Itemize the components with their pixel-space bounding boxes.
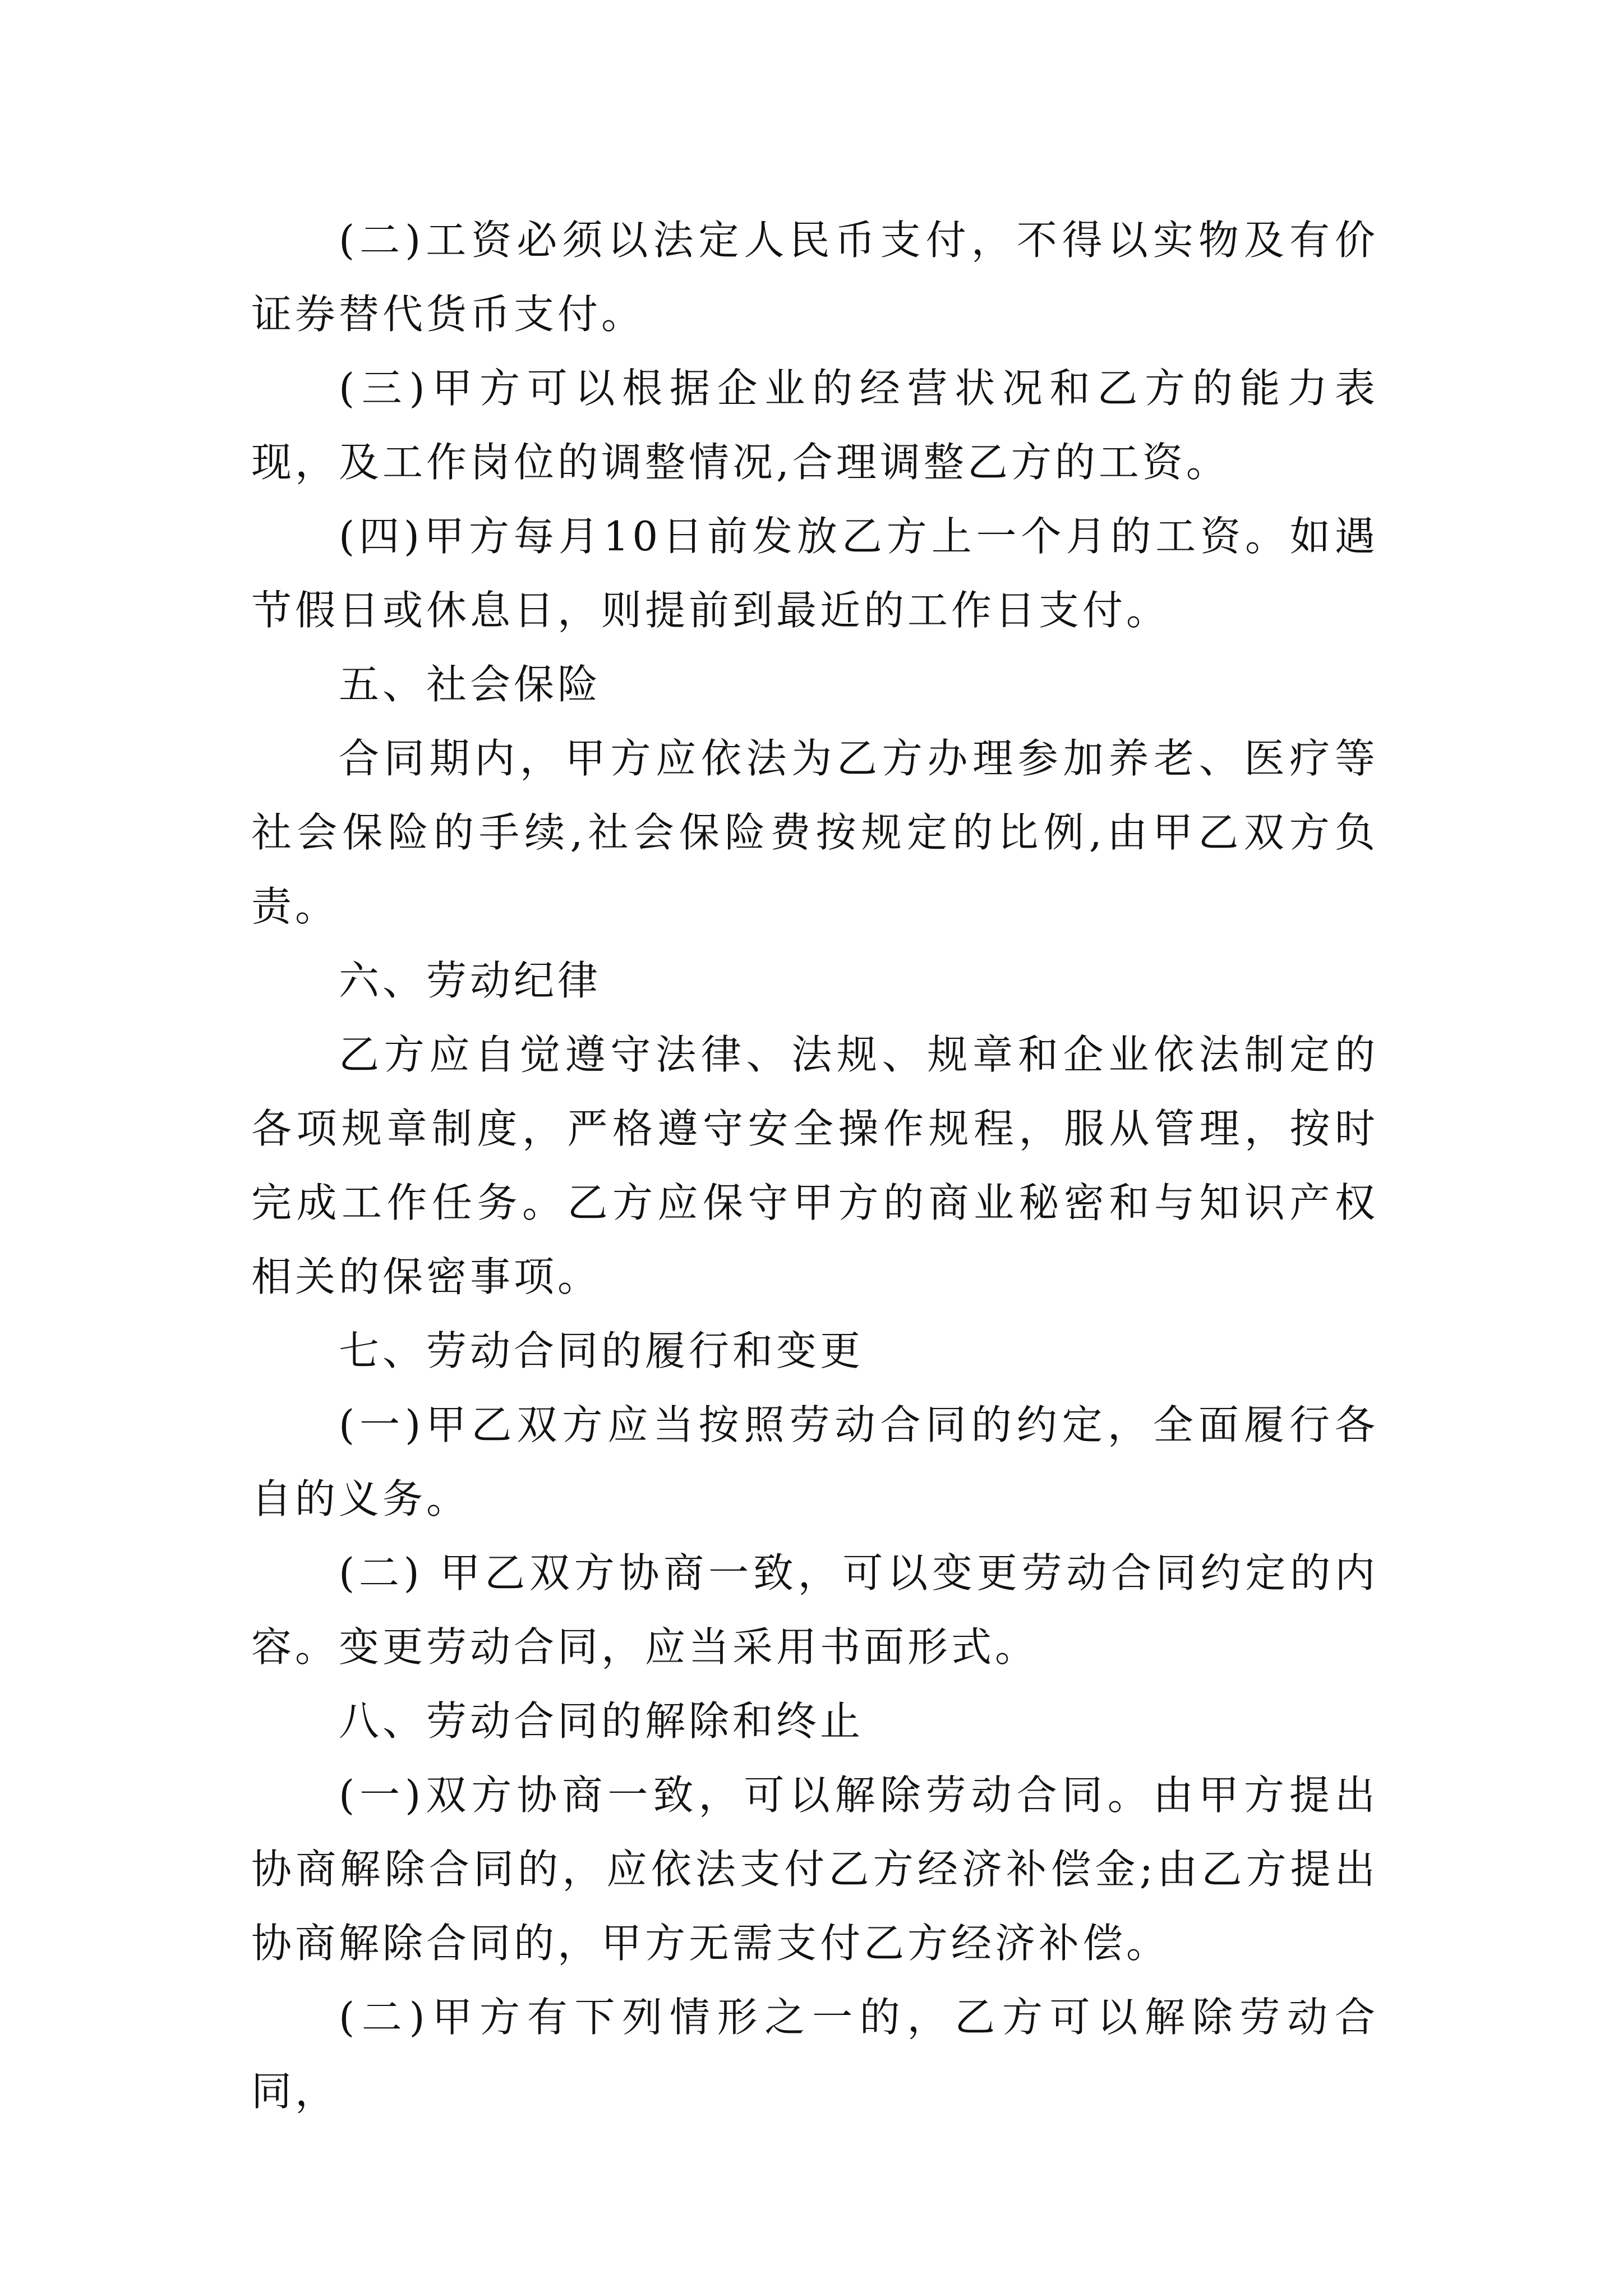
section-heading-contract-termination: 八、劳动合同的解除和终止: [339, 1697, 864, 1745]
paragraph-wage-currency: (二)工资必须以法定人民币支付，不得以实物及有价证券替代货币支付。: [251, 217, 1378, 338]
section-heading-contract-performance: 七、劳动合同的履行和变更: [339, 1327, 864, 1374]
paragraph-employee-termination: (二)甲方有下列情形之一的，乙方可以解除劳动合同，: [251, 1994, 1378, 2115]
paragraph-wage-adjustment: (三)甲方可以根据企业的经营状况和乙方的能力表现，及工作岗位的调整情况,合理调整乙方的工资。: [251, 365, 1378, 486]
paragraph-social-insurance: 合同期内，甲方应依法为乙方办理参加养老、医疗等社会保险的手续,社会保险费按规定的比例,由甲乙双方负责。: [251, 735, 1378, 930]
section-heading-social-insurance: 五、社会保险: [339, 661, 602, 708]
paragraph-contract-change: (二) 甲乙双方协商一致，可以变更劳动合同约定的内容。变更劳动合同，应当采用书面形式。: [251, 1549, 1378, 1671]
document-body: [251, 203, 1378, 2128]
paragraph-labor-discipline: 乙方应自觉遵守法律、法规、规章和企业依法制定的各项规章制度，严格遵守安全操作规程，服从管理，按时完成工作任务。乙方应保守甲方的商业秘密和与知识产权相关的保密事项。: [251, 1031, 1378, 1300]
section-heading-labor-discipline: 六、劳动纪律: [339, 957, 602, 1004]
paragraph-performance-obligations: (一)甲乙双方应当按照劳动合同的约定，全面履行各自的义务。: [251, 1401, 1378, 1522]
paragraph-mutual-termination: (一)双方协商一致，可以解除劳动合同。由甲方提出协商解除合同的，应依法支付乙方经济补偿金;由乙方提出协商解除合同的，甲方无需支付乙方经济补偿。: [251, 1772, 1378, 1967]
paragraph-wage-payday: (四)甲方每月10日前发放乙方上一个月的工资。如遇节假日或休息日，则提前到最近的工作日支付。: [251, 513, 1378, 634]
